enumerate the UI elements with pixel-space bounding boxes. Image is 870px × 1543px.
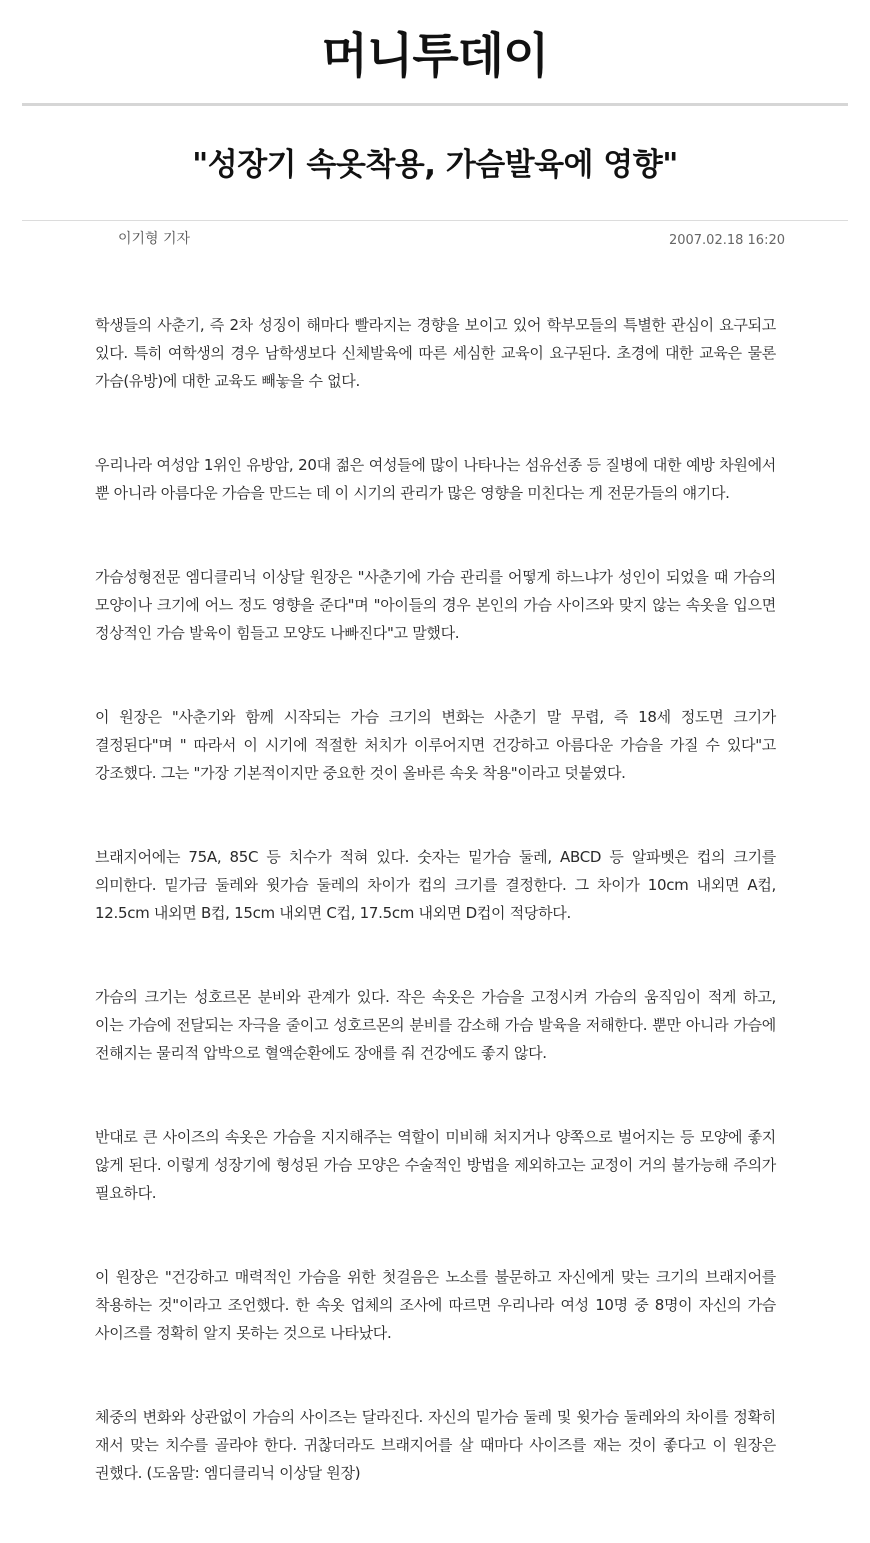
article-paragraph: 가슴성형전문 엠디클리닉 이상달 원장은 "사춘기에 가슴 관리를 어떻게 하느냐가 성인이 되었을 때 가슴의 모양이나 크기에 어느 정도 영향을 준다"며 "아이들의 경우 본인의 가슴 사이즈와 맞지 않는 속옷을 입으면 정상적인 가슴 발육이 힘들고 모양도 나빠진다"고 말했다.	[95, 568, 776, 642]
site-logo[interactable]: 머니투데이	[321, 28, 549, 84]
headline-divider	[22, 220, 848, 221]
article-paragraph: 학생들의 사춘기, 즉 2차 성징이 해마다 빨라지는 경향을 보이고 있어 학부모들의 특별한 관심이 요구되고 있다. 특히 여학생의 경우 남학생보다 신체발육에 따른 세심한 교육이 요구된다. 초경에 대한 교육은 물론 가슴(유방)에 대한 교육도 빼놓을 수 없다.	[95, 316, 776, 390]
article-headline: "성장기 속옷착용, 가슴발육에 영향"	[192, 147, 678, 183]
article-datetime: 2007.02.18 16:20	[668, 233, 785, 248]
article-paragraph: 가슴의 크기는 성호르몬 분비와 관계가 있다. 작은 속옷은 가슴을 고정시켜 가슴의 움직임이 적게 하고, 이는 가슴에 전달되는 자극을 줄이고 성호르몬의 분비를 감소해 가슴 발육을 저해한다. 뿐만 아니라 가슴에 전해지는 물리적 압박으로 혈액순환에도 장애를 줘 건강에도 좋지 않다.	[95, 988, 776, 1062]
masthead-divider	[22, 103, 848, 106]
article-paragraph: 이 원장은 "사춘기와 함께 시작되는 가슴 크기의 변화는 사춘기 말 무렵, 즉 18세 정도면 크기가 결정된다"며 " 따라서 이 시기에 적절한 처치가 이루어지면 건강하고 아름다운 가슴을 가질 수 있다"고 강조했다. 그는 "가장 기본적이지만 중요한 것이 올바른 속옷 착용"이라고 덧붙였다.	[95, 708, 776, 782]
article-author: 이기형 기자	[118, 231, 191, 247]
article-paragraph: 반대로 큰 사이즈의 속옷은 가슴을 지지해주는 역할이 미비해 처지거나 양쪽으로 벌어지는 등 모양에 좋지 않게 된다. 이렇게 성장기에 형성된 가슴 모양은 수술적인 방법을 제외하고는 교정이 거의 불가능해 주의가 필요하다.	[95, 1128, 776, 1202]
article-paragraph: 이 원장은 "건강하고 매력적인 가슴을 위한 첫걸음은 노소를 불문하고 자신에게 맞는 크기의 브래지어를 착용하는 것"이라고 조언했다. 한 속옷 업체의 조사에 따르면 우리나라 여성 10명 중 8명이 자신의 가슴 사이즈를 정확히 알지 못하는 것으로 나타났다.	[95, 1268, 776, 1342]
article-paragraph: 브래지어에는 75A, 85C 등 치수가 적혀 있다. 숫자는 밑가슴 둘레, ABCD 등 알파벳은 컵의 크기를 의미한다. 밑가금 둘레와 윗가슴 둘레의 차이가 컵의 크기를 결정한다. 그 차이가 10cm 내외면 A컵, 12.5cm 내외면 B컵, 15cm 내외면 C컵, 17.5cm 내외면 D컵이 적당하다.	[95, 848, 776, 922]
article-paragraph: 우리나라 여성암 1위인 유방암, 20대 젊은 여성들에 많이 나타나는 섬유선종 등 질병에 대한 예방 차원에서 뿐 아니라 아름다운 가슴을 만드는 데 이 시기의 관리가 많은 영향을 미친다는 게 전문가들의 얘기다.	[95, 456, 776, 502]
masthead	[0, 0, 870, 105]
article-body	[95, 311, 776, 1543]
article-paragraph: 체중의 변화와 상관없이 가슴의 사이즈는 달라진다. 자신의 밑가슴 둘레 및 윗가슴 둘레와의 차이를 정확히 재서 맞는 치수를 골라야 한다. 귀찮더라도 브래지어를 살 때마다 사이즈를 재는 것이 좋다고 이 원장은 권했다. (도움말: 엠디클리닉 이상달 원장)	[95, 1408, 776, 1482]
